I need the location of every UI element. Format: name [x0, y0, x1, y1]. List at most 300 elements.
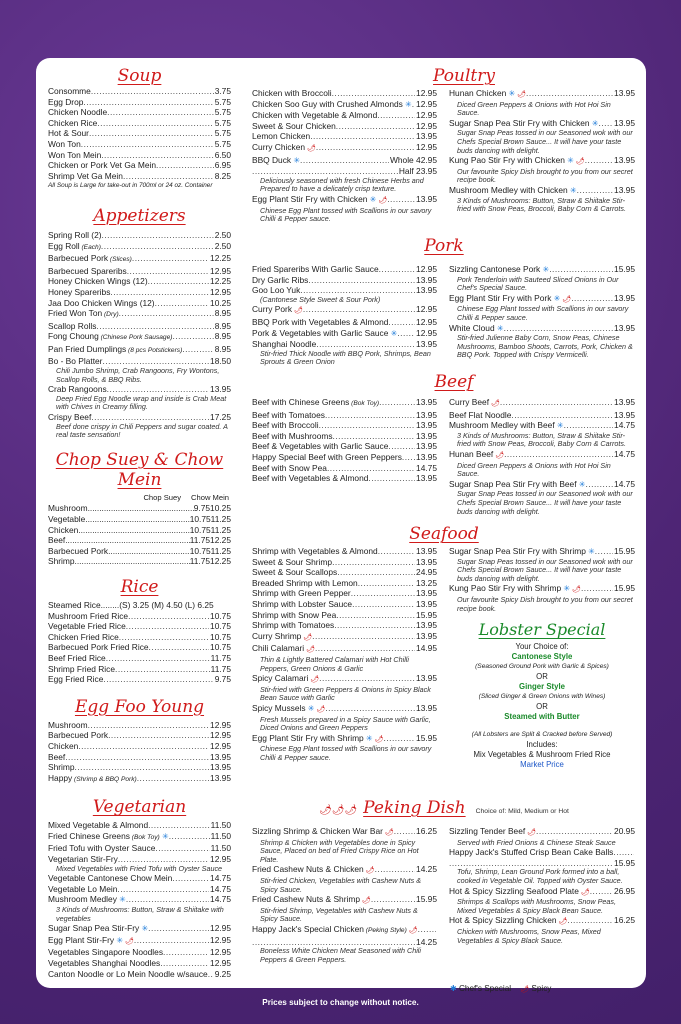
menu-item	[48, 276, 231, 287]
item-name: Fried Chinese Greens (Bok Toy) ✳	[48, 830, 169, 841]
menu-item	[48, 843, 231, 854]
item-price: 8.95	[214, 331, 231, 342]
menu-item	[449, 88, 635, 101]
item-name: Mushroom	[48, 719, 88, 730]
item-price: 13.95	[416, 598, 437, 609]
menu-item	[48, 611, 231, 622]
menu-item	[48, 139, 231, 150]
beef-left	[252, 397, 437, 484]
item-price: 14.75	[416, 462, 437, 473]
item-name: Crispy Beef	[48, 412, 92, 423]
item-desc: Chinese Egg Plant tossed with Scallions in our savory Chilli & Pepper sauce.	[457, 304, 629, 322]
item-dots	[119, 632, 209, 643]
menu-item	[48, 241, 231, 254]
item-price-chow-mein: 12.25	[210, 535, 231, 546]
item-dots	[312, 631, 415, 644]
item-name: Chicken	[48, 524, 79, 535]
item-dots	[388, 441, 415, 452]
item-name: Shrimp	[48, 556, 75, 567]
item-price: 15.95	[416, 894, 437, 905]
chop-suey-list	[48, 503, 231, 567]
menu-item	[252, 567, 437, 578]
item-price: 5.75	[214, 96, 231, 107]
footer-note: Prices subject to change without notice.	[262, 998, 419, 1007]
lobster-price: Market Price	[520, 759, 564, 769]
beef-right	[449, 397, 635, 516]
menu-item	[252, 826, 437, 839]
item-desc: Chili Jumbo Shrimp, Crab Rangoons, Fry Wontons, Scallop Rolls, & BBQ Ribs.	[56, 366, 220, 384]
item-dots	[308, 275, 415, 286]
vegetarian-list	[48, 820, 231, 979]
item-dots	[91, 86, 214, 97]
item-price: 13.95	[416, 285, 437, 296]
item-name: Fried Cashew Nuts & Chicken 🌶	[252, 864, 375, 875]
item-desc: Chinese Egg Plant tossed with Scallions in our savory Chilli & Pepper sauce.	[260, 744, 432, 762]
item-dots	[325, 703, 415, 716]
item-price: 12.95	[210, 730, 231, 741]
item-dots	[418, 924, 436, 937]
item-price-chop-suey: 10.75	[189, 514, 211, 524]
menu-item	[48, 150, 231, 161]
item-dots	[97, 118, 213, 129]
poultry-right-list	[449, 88, 635, 214]
item-name: Fried Tofu with Oyster Sauce	[48, 843, 156, 854]
item-price: 10.75	[210, 631, 231, 642]
item-dots	[379, 264, 415, 275]
item-price: 11.75	[210, 663, 231, 674]
item-price: 12.95	[210, 934, 231, 945]
item-price: 12.95	[416, 141, 437, 152]
item-price: 5.75	[214, 138, 231, 149]
item-price: 13.95	[416, 274, 437, 285]
item-price: 12.95	[416, 327, 437, 338]
item-dots	[102, 230, 214, 241]
item-price: 24.95	[416, 567, 437, 578]
item-price: 12.95	[210, 265, 231, 276]
item-price: 13.95	[416, 556, 437, 567]
item-price: 5.75	[214, 107, 231, 118]
item-name: Sugar Snap Pea Stir Fry with Shrimp ✳	[449, 546, 595, 556]
item-price-chow-mein: 11.25	[210, 545, 231, 556]
item-dots	[65, 535, 189, 546]
pork-left	[252, 264, 437, 367]
menu-item	[252, 397, 437, 410]
item-price: 16.25	[614, 915, 635, 926]
item-dots	[316, 142, 415, 155]
appetizers-list	[48, 230, 231, 440]
item-name: Beef	[48, 751, 66, 762]
item-dots	[127, 266, 209, 277]
menu-item	[48, 525, 231, 536]
item-price: 14.95	[416, 643, 437, 654]
seafood-left-list	[252, 546, 437, 762]
item-name: Beef with Snow Pea	[252, 462, 327, 473]
item-price: 12.95	[416, 304, 437, 315]
item-dots	[613, 847, 634, 858]
item-price: 8.95	[214, 343, 231, 354]
item-price: 10.25	[210, 297, 231, 308]
menu-item	[252, 610, 437, 621]
menu-item	[449, 449, 635, 462]
menu-item	[252, 578, 437, 589]
menu-item	[48, 720, 231, 731]
item-price: 12.95	[416, 316, 437, 327]
item-dots	[101, 150, 213, 161]
menu-item	[48, 298, 231, 309]
item-price: 12.25	[210, 253, 231, 264]
item-name: Curry Pork 🌶	[252, 304, 303, 315]
item-name: Sweet & Sour Chicken	[252, 120, 336, 131]
item-dots	[388, 317, 415, 328]
chili-icon: 🌶	[573, 158, 585, 166]
item-name: Crab Rangoons	[48, 384, 107, 395]
item-dots	[103, 674, 213, 685]
item-dots	[85, 514, 189, 525]
item-price: 14.75	[210, 883, 231, 894]
item-price: 2.50	[214, 240, 231, 251]
menu-item	[252, 924, 437, 937]
chili-icon: 🌶	[372, 735, 384, 743]
item-name: Shrimp with Tomatoes	[252, 620, 335, 631]
star-icon: ✳	[506, 89, 516, 98]
item-dots	[332, 557, 415, 568]
menu-item	[48, 752, 231, 763]
item-name: Sizzling Tender Beef 🌶	[449, 826, 537, 836]
item-name: Shrimp Vet Ga Mein	[48, 170, 123, 181]
menu-item	[252, 631, 437, 644]
menu-item	[48, 266, 231, 277]
item-name: Beef	[48, 535, 66, 546]
item-price: 12.95	[210, 923, 231, 934]
item-name: Hunan Beef 🌶	[449, 448, 505, 459]
item-dots	[334, 620, 415, 631]
item-name: Sweet & Sour Scallops	[252, 567, 338, 578]
menu-item	[48, 86, 231, 97]
chili-icon: 🌶	[570, 586, 581, 594]
item-price: 13.25	[416, 577, 437, 588]
peking-chili-icons: 🌶🌶🌶	[319, 805, 358, 816]
item-dots	[336, 610, 415, 621]
item-price: 12.95	[416, 110, 437, 121]
item-price: 11.50	[210, 843, 231, 854]
item-name: Mushroom Fried Rice	[48, 610, 129, 621]
item-note: (Each)	[79, 243, 101, 251]
item-dots	[172, 873, 209, 884]
item-price: 13.95	[416, 193, 437, 204]
item-name: Curry Chicken 🌶	[252, 141, 316, 152]
item-name: Egg Plant Stir Fry with Pork ✳ 🌶	[449, 292, 572, 303]
item-dots	[128, 611, 209, 622]
item-price: 12.95	[210, 947, 231, 958]
pork-right-list	[449, 264, 635, 360]
item-name: Egg Drop	[48, 96, 84, 107]
poultry-section	[252, 66, 636, 86]
vegetarian-heading: Vegetarian	[92, 797, 187, 818]
peking-right	[449, 826, 635, 945]
item-price: 8.25	[214, 170, 231, 181]
item-name: Shrimp with Snow Pea	[252, 609, 337, 620]
soup-heading: Soup	[117, 66, 162, 86]
item-price: 12.95	[210, 286, 231, 297]
item-price: 13.95	[614, 322, 635, 333]
item-dots	[379, 397, 415, 410]
item-name: Shrimp	[48, 762, 75, 773]
star-icon: ✱	[450, 984, 457, 993]
beef-section	[252, 372, 636, 392]
menu-item	[48, 344, 231, 357]
chili-icon: 🌶	[305, 144, 316, 152]
item-desc: Stir-fried Shrimp, Vegetables with Cashew Nuts & Spicy Sauce.	[260, 905, 418, 924]
item-price: 13.95	[210, 384, 231, 395]
seafood-section	[252, 524, 636, 544]
item-name: Fried Spareribs With Garlic Sauce	[252, 264, 379, 274]
item-dots	[110, 287, 209, 298]
item-desc: Diced Green Peppers & Onions with Hot Hoi Sin Sauce.	[457, 99, 611, 118]
menu-item	[48, 535, 231, 546]
item-price: 18.50	[210, 356, 231, 367]
item-price: 13.95	[416, 430, 437, 441]
chop-suey-heading: Chop Suey & Chow Mein	[55, 449, 224, 490]
peking-choice: Choice of: Mild, Medium or Hot	[475, 808, 569, 815]
item-name: Chicken or Pork Vet Ga Mein	[48, 160, 156, 171]
item-name: Mixed Vegetable & Almond	[48, 820, 149, 831]
item-price: 12.95	[416, 98, 437, 109]
item-name: Beef with Mushrooms	[252, 430, 333, 441]
item-price: 26.95	[614, 885, 635, 896]
menu-item	[252, 121, 437, 132]
item-dots	[595, 546, 613, 558]
menu-item	[252, 599, 437, 610]
item-price: 11.50	[210, 820, 231, 831]
chili-icon: 🌶	[292, 307, 303, 315]
menu-item	[252, 431, 437, 442]
star-icon: ✳	[159, 831, 169, 841]
star-icon: ✳	[367, 194, 377, 204]
menu-item	[48, 958, 231, 969]
item-name: Vegetable Cantonese Chow Mein	[48, 873, 173, 884]
menu-item	[252, 441, 437, 452]
item-dots	[549, 264, 613, 276]
item-price: 16.25	[416, 826, 437, 836]
item-name: Shrimp with Lobster Sauce	[252, 598, 353, 609]
menu-item	[48, 128, 231, 139]
chili-icon: 🌶	[493, 451, 505, 459]
item-name: Beef with Broccoli	[252, 420, 319, 431]
peking-left-list	[252, 826, 437, 964]
item-name: Fried Cashew Nuts & Shrimp 🌶	[252, 894, 371, 905]
item-name: White Cloud ✳	[449, 322, 504, 333]
lobster-heading: Lobster Special	[478, 620, 606, 640]
star-icon: ✳	[585, 547, 595, 556]
chili-icon: 🌶	[304, 646, 315, 654]
item-price: 14.75	[614, 420, 635, 431]
lobster-or2: OR	[536, 701, 548, 711]
lobster-options	[449, 642, 635, 770]
chili-icon: 🌶	[382, 829, 394, 836]
item-dots	[387, 194, 415, 207]
item-name: Chicken Soo Guy with Crushed Almonds ✳	[252, 98, 412, 109]
item-name: Fried Won Ton (Dry)	[48, 308, 119, 319]
item-desc: Chicken with Mushrooms, Snow Peas, Mixed Vegetables & Spicy Black Sauce.	[457, 926, 601, 945]
item-name: Egg Fried Rice	[48, 674, 104, 685]
item-price: 17.25	[210, 412, 231, 423]
item-dots	[148, 923, 209, 935]
menu-item	[252, 546, 437, 557]
item-note: (Chinese Pork Sausage)	[98, 334, 173, 342]
chili-icon: 🌶	[520, 986, 530, 993]
item-note: (Dry)	[102, 311, 119, 319]
item-note: (8 pcs Potstickers)	[126, 346, 183, 354]
item-name: Barbecued Pork	[48, 730, 109, 741]
item-price: 13.95	[210, 751, 231, 762]
menu-item	[252, 142, 437, 155]
item-note: (Bok Toy)	[129, 833, 160, 841]
item-price: 12.95	[210, 740, 231, 751]
chili-icon: 🌶	[301, 633, 313, 641]
item-dots	[101, 241, 214, 254]
item-dots	[107, 107, 214, 118]
item-name: Lemon Chicken	[252, 131, 311, 142]
seafood-left	[252, 546, 437, 762]
item-price: 9.25	[214, 968, 231, 979]
item-dots	[89, 128, 214, 139]
item-price: 13.95	[416, 441, 437, 452]
item-dots	[310, 131, 415, 142]
item-price-chow-mein: 11.25	[210, 524, 231, 535]
item-desc: Stir-fried with Green Peppers & Onions in Spicy Black Bean Sauce with Garlic	[260, 684, 431, 703]
star-icon: ✳	[116, 895, 126, 905]
item-dots	[504, 449, 613, 462]
item-note: (Peking Style)	[363, 926, 407, 934]
item-price-chop-suey: 10.75	[189, 524, 211, 535]
chili-icon: 🌶	[515, 91, 527, 98]
chili-icon: 🌶	[376, 196, 388, 204]
item-dots	[148, 276, 209, 287]
item-price: 13.95	[416, 620, 437, 631]
item-desc: Shrimps & Scallops with Mushrooms, Snow Peas, Mixed Vegetables & Spicy Black Bean Sauce.	[457, 897, 616, 915]
menu-item	[252, 473, 437, 484]
item-dots	[156, 160, 214, 171]
item-name: Shrimp with Vegetables & Almond	[252, 546, 378, 556]
menu-item	[252, 155, 437, 167]
item-dots	[402, 452, 415, 463]
item-name: Bo - Bo Platter	[48, 356, 103, 367]
item-price: 13.95	[614, 117, 635, 128]
chili-icon: 🌶	[556, 918, 568, 926]
menu-item	[48, 947, 231, 958]
menu-item	[449, 185, 635, 197]
soup-list	[48, 86, 231, 181]
item-name: Happy Special Beef with Green Peppers	[252, 451, 402, 462]
menu-item	[48, 873, 231, 884]
item-name: Happy Jack's Special Chicken (Peking Style) 🌶	[252, 923, 418, 934]
egg-foo-young-list	[48, 720, 231, 786]
item-price: 12.95	[416, 88, 437, 98]
item-name: Scallop Rolls	[48, 320, 97, 331]
item-price: 14.75	[614, 448, 635, 459]
item-price: 13.95	[614, 184, 635, 195]
item-name: Mushroom Medley with Beef ✳	[449, 420, 564, 431]
item-name: Mushroom Medley with Chicken ✳	[449, 184, 577, 195]
item-dots	[123, 171, 214, 182]
item-price: 3.75	[214, 86, 231, 96]
item-desc: Deliciously seasoned with fresh Chinese Herbs and Prepared to have a delicately crisp texture.	[260, 175, 424, 194]
item-price-chop-suey: 9.75	[193, 503, 211, 514]
item-dots	[397, 328, 415, 340]
item-dots	[319, 420, 415, 431]
star-icon: ✳	[139, 924, 149, 934]
item-price: 13.95	[416, 588, 437, 599]
item-dots	[75, 762, 210, 773]
item-dots	[75, 556, 190, 567]
item-desc: 3 Kinds of Mushrooms: Button, Straw & Shiitake Stir-fried with Snow Peas, Broccoli, Baby Corn & Carrots.	[457, 195, 626, 214]
item-dots	[358, 578, 415, 589]
item-name: Canton Noodle or Lo Mein Noodle w/sauce	[48, 968, 208, 979]
pork-heading: Pork	[424, 236, 464, 256]
lobster-opt2: Ginger Style	[519, 681, 565, 691]
item-dots	[325, 410, 415, 421]
item-dots	[65, 752, 209, 763]
item-dots	[148, 820, 210, 831]
item-name: Consomme	[48, 86, 91, 96]
item-dots	[319, 673, 415, 686]
star-icon: ✳	[388, 328, 398, 338]
lobster-includes: Includes:	[526, 739, 558, 749]
item-name: Shrimp with Green Pepper	[252, 588, 351, 599]
col-chow-mein: Chow Mein	[191, 492, 229, 502]
pork-left-list	[252, 264, 437, 367]
item-name: Sugar Snap Pea Stir Fry with Beef ✳	[449, 478, 586, 489]
item-price: 13.95	[416, 131, 437, 142]
item-name: Kung Pao Stir Fry with Chicken ✳ 🌶	[449, 155, 585, 166]
menu-item	[252, 328, 437, 340]
lobster-opt3: Steamed with Butter	[504, 711, 580, 721]
item-desc: Deep Fried Egg Noodle wrap and inside is Crab Meat with Chives in Creamy filling.	[56, 393, 227, 412]
item-name: Goo Loo Yuk	[252, 285, 301, 296]
item-price: 15.95	[614, 583, 635, 594]
menu-item	[252, 317, 437, 328]
star-icon: ✳	[291, 155, 301, 165]
item-name: Beef with Tomatoes	[252, 409, 325, 420]
menu-item	[48, 632, 231, 643]
poultry-left	[252, 88, 437, 224]
item-desc: Diced Green Peppers & Onions with Hot Hoi Sin Sauce.	[457, 460, 611, 479]
item-price: 13.95	[614, 155, 635, 166]
menu-item	[48, 969, 231, 980]
menu-item	[48, 160, 231, 171]
soup-note: All Soup is Large for take-out in 700ml or 24 oz. Container	[48, 182, 213, 190]
item-price: 6.95	[214, 160, 231, 171]
menu-item	[252, 194, 437, 207]
item-name: Sweet & Sour Shrimp	[252, 556, 333, 567]
item-price: 12.25	[210, 276, 231, 287]
star-icon: ✳	[540, 265, 550, 274]
star-icon: ✳	[494, 323, 504, 333]
menu-item	[48, 287, 231, 298]
item-name: Honey Chicken Wings (12)	[48, 276, 148, 287]
item-price: 13.95	[416, 630, 437, 641]
chili-icon: 🌶	[578, 888, 590, 896]
item-name: Egg Plant Stir-Fry ✳ 🌶	[48, 934, 134, 945]
item-price: 14.25	[416, 936, 437, 947]
item-price: 13.95	[614, 292, 635, 303]
item-note: (Slices)	[108, 256, 132, 264]
peking-section	[252, 798, 636, 818]
item-name: Beef with Vegetables & Almond	[252, 473, 369, 484]
item-price: 11.75	[210, 652, 231, 663]
menu-item	[48, 935, 231, 948]
item-name: Mushroom Medley ✳	[48, 894, 126, 905]
